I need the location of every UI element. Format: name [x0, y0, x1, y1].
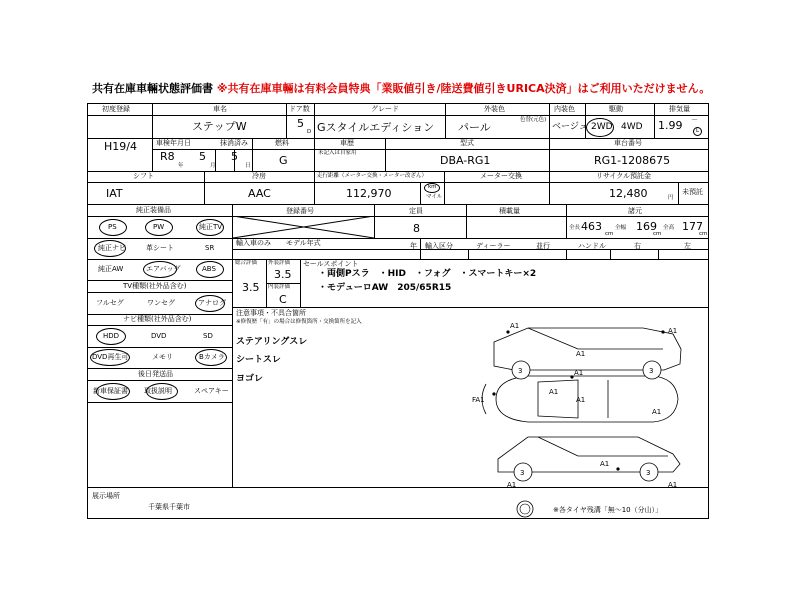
- meter-label: メーター交換: [480, 172, 522, 180]
- day-unit: 日: [245, 163, 251, 169]
- tire-note: ※各タイヤ残溝「無～10（分山）」: [553, 506, 663, 514]
- height-label: 全高: [663, 225, 675, 231]
- drive-2wd: 2WD: [591, 122, 613, 132]
- grade-value: Gスタイルエディション: [317, 121, 435, 134]
- navi-hdd-circle: [96, 328, 126, 345]
- recycle-value: 12,480: [609, 187, 648, 200]
- sales-point-2: ・モデューロAW 205/65R15: [318, 283, 452, 293]
- sales-points-label: セールスポイント: [303, 260, 359, 268]
- mile-label: マイル: [426, 194, 443, 200]
- drive-selected-circle: [586, 118, 614, 137]
- mark-a1-7: A1: [652, 408, 662, 416]
- exterior-value: 3.5: [274, 268, 292, 281]
- chassis-value: RG1-1208675: [594, 154, 671, 167]
- first-reg-label: 初度登録: [102, 105, 130, 113]
- tv-label: TV種類(社外品含む): [123, 282, 187, 290]
- drive-4wd: 4WD: [621, 122, 643, 132]
- parallel-label: 並行: [536, 242, 550, 250]
- name-label: 車名: [213, 105, 227, 113]
- fuel-label: 燃料: [275, 139, 289, 147]
- ext-color-label: 外装色: [484, 105, 505, 113]
- equip-abs: ABS: [202, 265, 216, 273]
- tv-fullseg: フルセグ: [96, 299, 124, 307]
- total-label: 総合評価: [235, 260, 258, 266]
- displacement-unit: L: [696, 128, 700, 134]
- note-item-3: ヨゴレ: [236, 374, 264, 384]
- handle-left: 左: [684, 242, 691, 250]
- name-value: ステップW: [192, 120, 247, 133]
- display-location: 千葉県千葉市: [148, 503, 190, 511]
- exterior-label: 外装評価: [268, 260, 291, 266]
- equip-tv: 純正TV: [199, 223, 223, 231]
- wheel-rl-value: 3: [649, 367, 654, 375]
- equipment-label: 純正装備品: [136, 206, 171, 214]
- equip-ps-circle: [99, 219, 127, 236]
- shift-label: シフト: [133, 172, 154, 180]
- displacement-label: 排気量: [669, 105, 690, 113]
- interior-label: 内装評価: [268, 284, 291, 290]
- reg-no-label: 登録番号: [286, 207, 314, 215]
- navi-type-label: ナビ種類(社外品含む): [123, 315, 192, 323]
- ext-color-value: パール: [458, 121, 491, 134]
- equip-ps: PS: [108, 223, 117, 231]
- tire-legend-circle: [517, 501, 533, 517]
- extra-manual: 取扱説明: [144, 387, 172, 395]
- total-value: 3.5: [242, 281, 260, 294]
- header-notice: ※共有在庫車輛は有料会員特典「業販値引き/陸送費値引きURICA決済」はご利用いただけません。: [216, 82, 711, 95]
- mark-a1-3: A1: [576, 350, 586, 358]
- navi-dvd-play-circle: [90, 349, 130, 366]
- equip-leather: 革シート: [146, 244, 174, 252]
- first-reg-value: H19/4: [104, 140, 137, 153]
- capacity-value: 8: [413, 222, 420, 235]
- reg-no-cross: [233, 216, 374, 238]
- navi-bcamera: Bカメラ: [199, 353, 225, 361]
- import-class-label: 輸入区分: [425, 242, 453, 250]
- equip-navi: 純正ナビ: [98, 244, 126, 252]
- displacement-value: 1.99: [658, 119, 683, 132]
- header: [92, 80, 710, 96]
- width-unit: cm: [653, 231, 662, 237]
- dims-label: 諸元: [628, 207, 642, 215]
- recycle-label: リサイクル預託金: [596, 172, 652, 180]
- model-label: 型式: [460, 139, 474, 147]
- height-value: 177: [682, 220, 703, 233]
- year-unit: 年: [178, 163, 184, 169]
- height-unit: cm: [699, 231, 708, 237]
- extra-warranty-circle: [96, 383, 130, 400]
- notes-label: 注意事項・不具合箇所: [236, 309, 306, 317]
- equip-sr: SR: [205, 244, 215, 252]
- equip-abs-circle: [196, 261, 224, 278]
- equip-airbag-circle: [143, 261, 177, 278]
- navi-dvd-play: DVD再生可: [92, 353, 129, 361]
- wheel-fr-value: 3: [520, 469, 525, 477]
- ac-label: 冷房: [252, 172, 266, 180]
- equip-airbag: エアバッグ: [146, 265, 181, 273]
- wheel-fl-value: 3: [518, 367, 523, 375]
- drive-label: 駆動: [609, 105, 623, 113]
- mileage-value: 112,970: [346, 187, 392, 200]
- equip-pw: PW: [153, 223, 165, 231]
- ac-value: AAC: [248, 187, 271, 200]
- handle-right: 右: [634, 242, 641, 250]
- evaluation-sheet: [87, 103, 709, 519]
- mark-a1-5: A1: [549, 388, 559, 396]
- notes-sub: ※修復歴「有」の場合は修復箇所・交換箇所を記入: [236, 319, 362, 325]
- length-value: 463: [581, 220, 602, 233]
- navi-bcamera-circle: [195, 349, 227, 366]
- history-note: 未記入は自家用: [318, 150, 357, 156]
- model-value: DBA-RG1: [440, 154, 491, 167]
- equip-navi-circle: [94, 240, 126, 257]
- navi-memory: メモリ: [152, 353, 173, 361]
- inspection-label: 車検年月日: [156, 139, 191, 147]
- grade-label: グレード: [371, 105, 399, 113]
- displacement-sub: －: [691, 116, 698, 124]
- doors-unit: D: [307, 129, 312, 135]
- extra-warranty: 新車保証書: [93, 387, 128, 395]
- interior-value: C: [279, 293, 287, 306]
- tv-analog: アナログ: [198, 299, 226, 307]
- extras-label: 後日発送品: [138, 370, 173, 378]
- wheel-rr-value: 3: [646, 469, 651, 477]
- width-value: 169: [636, 220, 657, 233]
- note-item-1: ステアリングスレ: [236, 337, 308, 347]
- equip-pw-circle: [145, 219, 173, 236]
- mark-a1-10: A1: [668, 481, 678, 489]
- sales-point-1: ・両側Pスラ ・HID ・フォグ ・スマートキー×2: [318, 269, 537, 279]
- note-item-2: シートスレ: [236, 355, 281, 365]
- fuel-value: G: [279, 154, 288, 167]
- tv-oneseg: ワンセグ: [147, 299, 175, 307]
- int-color-label: 内装色: [554, 105, 575, 113]
- dealer-label: ディーラー: [476, 242, 511, 250]
- mark-a1-4: A1: [574, 369, 584, 377]
- navi-dvd: DVD: [151, 332, 167, 340]
- length-unit: cm: [605, 231, 614, 237]
- model-year-label: モデル年式: [286, 239, 321, 247]
- km-label: km: [428, 184, 437, 190]
- equip-aw: 純正AW: [98, 265, 124, 273]
- recycle-unit: 円: [668, 195, 674, 201]
- mark-fa1: FA1: [472, 396, 485, 404]
- display-label: 展示場所: [92, 492, 120, 500]
- mark-a1-6: A1: [576, 396, 586, 404]
- damage-diagram: [468, 314, 708, 519]
- import-label: 輸入車のみ: [236, 239, 271, 247]
- recycle-status: 未預託: [682, 188, 703, 196]
- navi-hdd: HDD: [103, 332, 120, 340]
- year-unit-label: 年: [410, 242, 417, 250]
- doors-label: ドア数: [289, 105, 310, 113]
- width-label: 全幅: [615, 225, 627, 231]
- int-color-value: ベージュ: [552, 122, 588, 132]
- inspection-year: R8: [160, 150, 175, 163]
- mark-a1-1: A1: [510, 322, 520, 330]
- mileage-label: 走行距離（メーター交換・メーター改ざん）: [317, 173, 428, 179]
- capacity-label: 定員: [409, 207, 423, 215]
- mark-a1-9: A1: [507, 481, 517, 489]
- erased-label: 抹消済み: [220, 139, 248, 147]
- chassis-label: 車台番号: [614, 139, 642, 147]
- month-unit: 月: [210, 163, 216, 169]
- tv-analog-circle: [195, 295, 225, 312]
- navi-sd: SD: [203, 332, 213, 340]
- extra-manual-circle: [146, 383, 178, 400]
- length-label: 全長: [569, 225, 581, 231]
- header-title: 共有在庫車輛状態評価書: [92, 82, 213, 95]
- extra-spare-key: スペアキー: [194, 387, 229, 395]
- history-label: 車歴: [340, 139, 354, 147]
- doors-value: 5: [297, 117, 304, 130]
- equip-tv-circle: [196, 219, 224, 236]
- shift-value: IAT: [106, 187, 123, 200]
- handle-label: ハンドル: [578, 242, 606, 250]
- inspection-day: 5: [231, 150, 238, 163]
- color-note: 色替(元色): [520, 117, 547, 123]
- mark-a1-8: A1: [600, 460, 610, 468]
- mark-a1-2: A1: [668, 327, 678, 335]
- inspection-month: 5: [199, 150, 206, 163]
- load-label: 積載量: [499, 207, 520, 215]
